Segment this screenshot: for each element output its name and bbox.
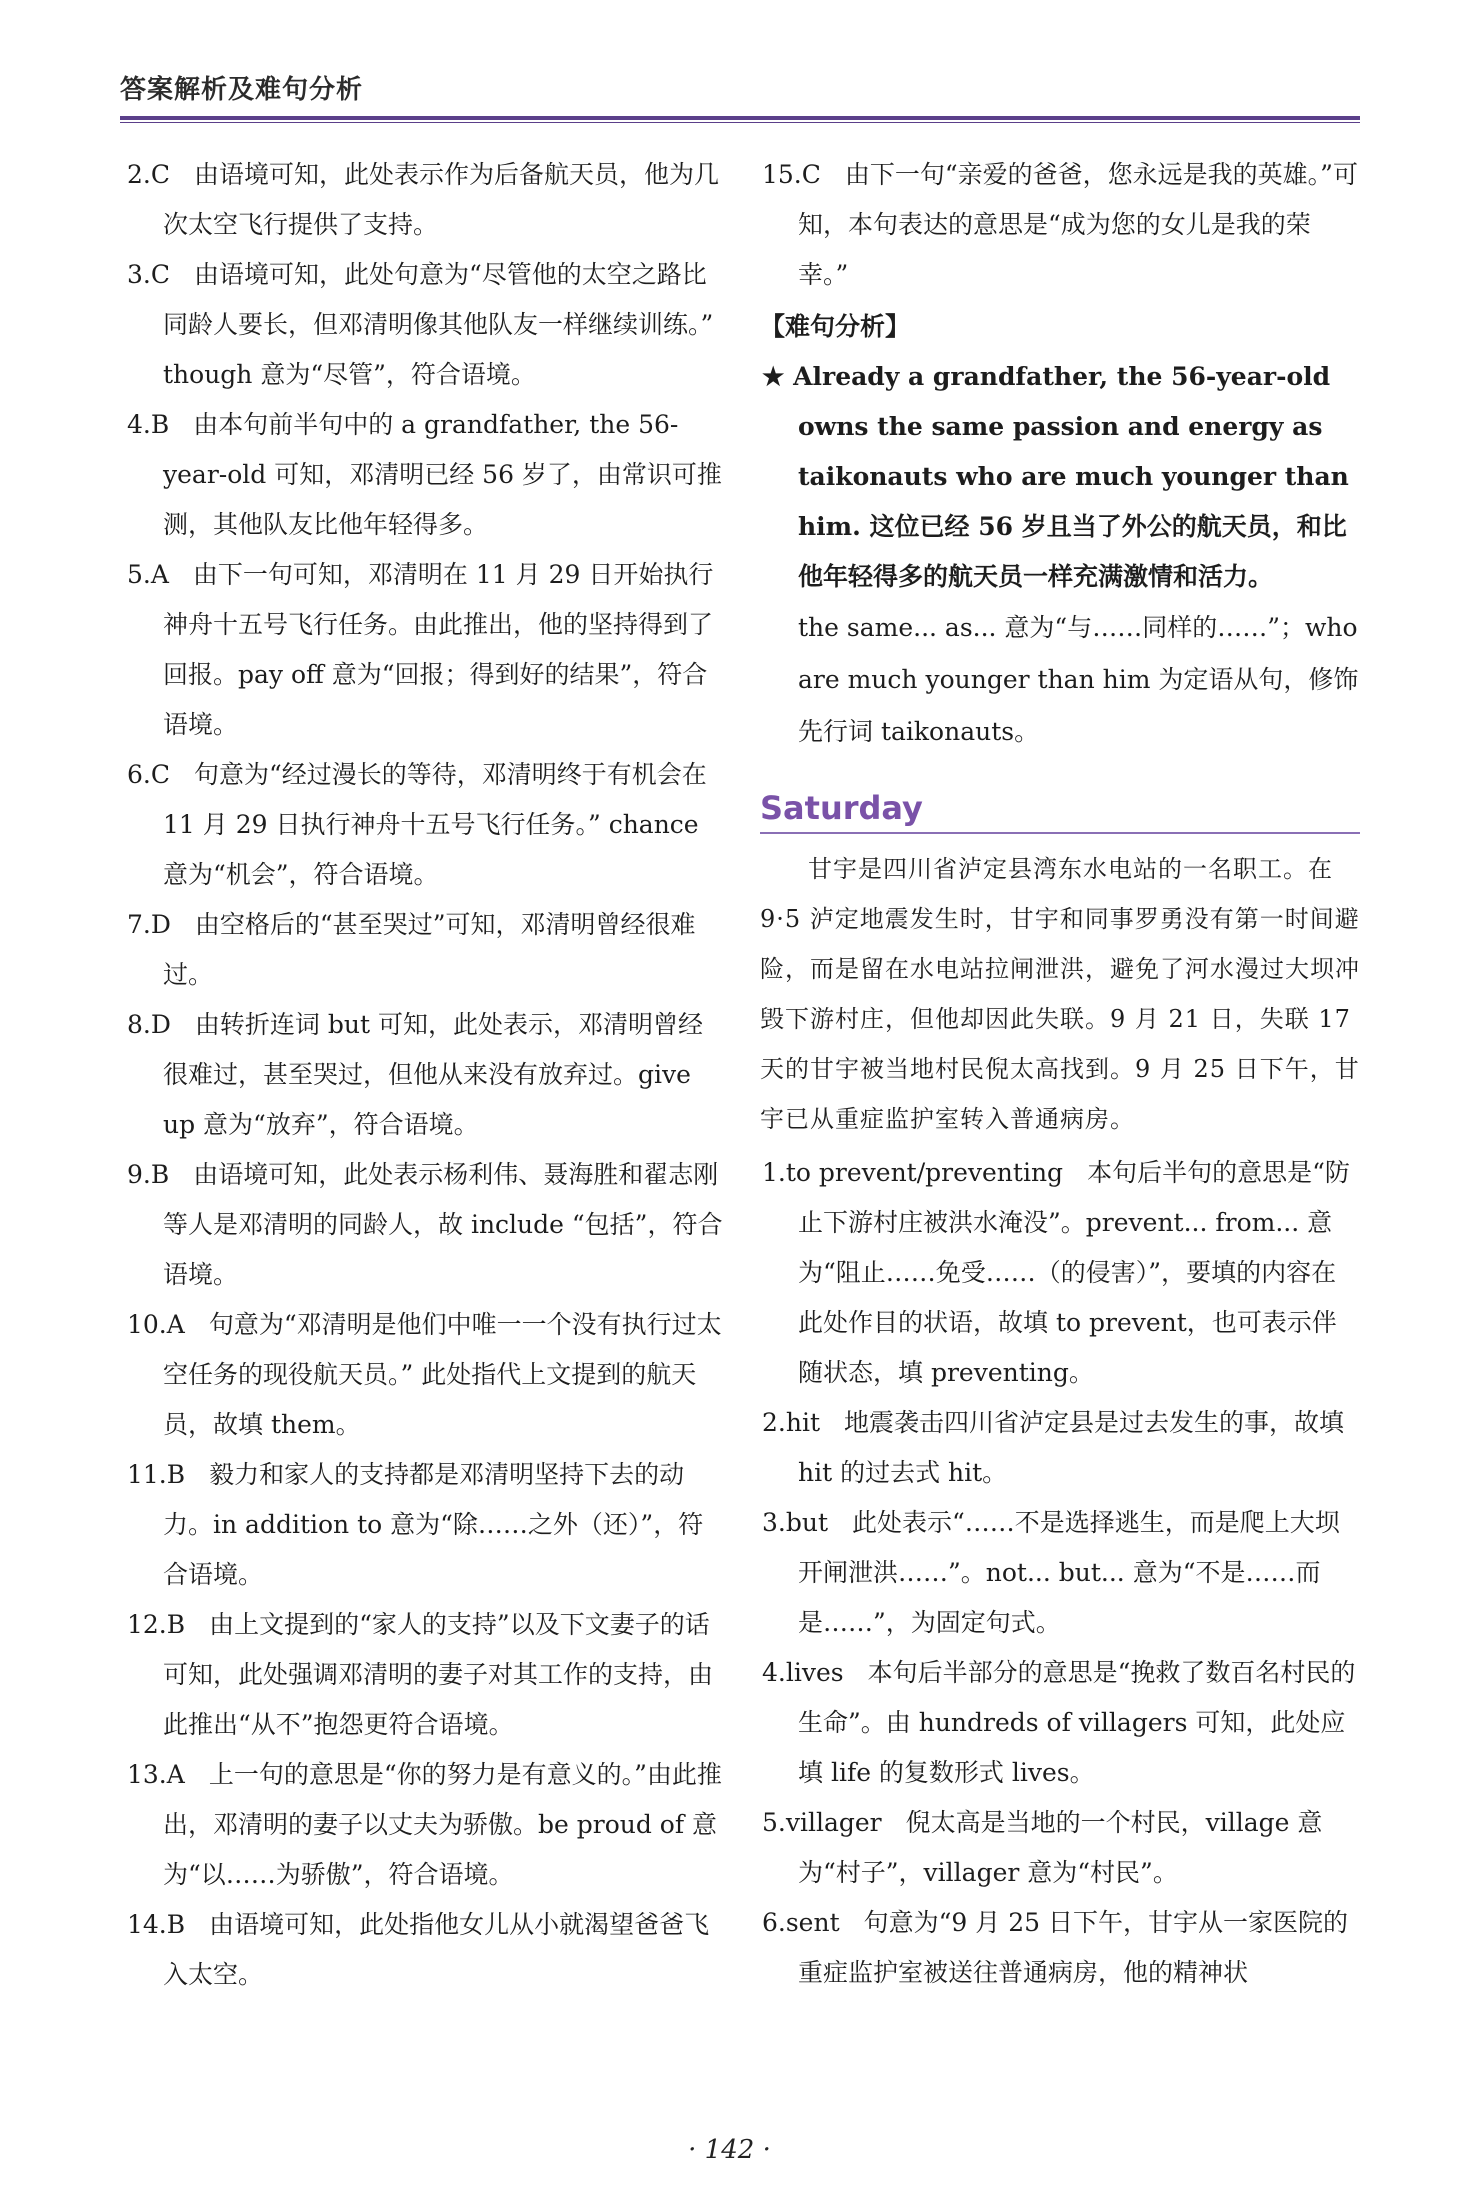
answer-text: 本句后半句的意思是“防止下游村庄被洪水淹没”。prevent... from... 意为“阻止……免受……（的侵害）”，要填的内容在此处作目的状语，故填 to prevent，也可表示伴随状态，填 preventing。 bbox=[798, 1158, 1350, 1387]
answer-number: 8.D bbox=[127, 1010, 171, 1039]
answer-text: 句意为“9 月 25 日下午，甘宇从一家医院的重症监护室被送往普通病房，他的精神状 bbox=[798, 1908, 1348, 1987]
answer-text: 上一句的意思是“你的努力是有意义的。”由此推出，邓清明的妻子以丈夫为骄傲。be proud of 意为“以……为骄傲”，符合语境。 bbox=[163, 1760, 722, 1889]
answer-number: 6.C bbox=[127, 760, 170, 789]
answer-item bbox=[125, 1750, 725, 1900]
answer-number: 11.B bbox=[127, 1460, 186, 1489]
difficult-sentence bbox=[760, 352, 1360, 602]
answer-item bbox=[125, 1300, 725, 1450]
answer-number: 7.D bbox=[127, 910, 171, 939]
header-rule-thin bbox=[120, 122, 1360, 123]
answer-text: 本句后半部分的意思是“挽救了数百名村民的生命”。由 hundreds of villagers 可知，此处应填 life 的复数形式 lives。 bbox=[798, 1658, 1356, 1787]
answer-number: 2.C bbox=[127, 160, 170, 189]
answer-number: 10.A bbox=[127, 1310, 185, 1339]
answer-text: 由下一句“亲爱的爸爸，您永远是我的英雄。”可知，本句表达的意思是“成为您的女儿是我的荣幸。” bbox=[798, 160, 1358, 289]
right-column bbox=[760, 150, 1360, 1998]
answer-text: 由语境可知，此处表示杨利伟、聂海胜和翟志刚等人是邓清明的同龄人，故 include “包括”，符合语境。 bbox=[163, 1160, 723, 1289]
answer-text: 由语境可知，此处指他女儿从小就渴望爸爸飞入太空。 bbox=[163, 1910, 710, 1989]
answer-item bbox=[125, 1000, 725, 1150]
answer-number: 5.A bbox=[127, 560, 169, 589]
header-title: 答案解析及难句分析 bbox=[120, 75, 364, 105]
header-rule bbox=[120, 116, 1360, 120]
answer-number: 5.villager bbox=[762, 1808, 882, 1837]
answer-item bbox=[760, 1798, 1360, 1898]
answer-item bbox=[125, 1600, 725, 1750]
answer-number: 13.A bbox=[127, 1760, 185, 1789]
answer-item bbox=[125, 750, 725, 900]
answer-number: 1.to prevent/preventing bbox=[762, 1158, 1064, 1187]
answer-text: 由语境可知，此处表示作为后备航天员，他为几次太空飞行提供了支持。 bbox=[163, 160, 719, 239]
answer-number: 4.lives bbox=[762, 1658, 844, 1687]
answer-item bbox=[760, 1398, 1360, 1498]
answer-text: 由语境可知，此处句意为“尽管他的太空之路比同龄人要长，但邓清明像其他队友一样继续训练。” though 意为“尽管”，符合语境。 bbox=[163, 260, 714, 389]
answer-text: 由转折连词 but 可知，此处表示，邓清明曾经很难过，甚至哭过，但他从来没有放弃过。give up 意为“放弃”，符合语境。 bbox=[163, 1010, 703, 1139]
answer-number: 3.C bbox=[127, 260, 170, 289]
answer-item bbox=[760, 1148, 1360, 1398]
answer-item bbox=[125, 400, 725, 550]
difficult-sentence-heading: 【难句分析】 bbox=[760, 312, 911, 341]
answer-item bbox=[760, 1498, 1360, 1648]
answer-number: 3.but bbox=[762, 1508, 829, 1537]
answer-item bbox=[125, 250, 725, 400]
page-number: · 142 · bbox=[688, 2135, 771, 2165]
saturday-passage: 甘宇是四川省泸定县湾东水电站的一名职工。在 9·5 泸定地震发生时，甘宇和同事罗勇没有第一时间避险，而是留在水电站拉闸泄洪，避免了河水漫过大坝冲毁下游村庄，但他却因此失联。9 月 21 日，失联 17 天的甘宇被当地村民倪太高找到。9 月 25 日下午，甘宇已从重症监护室转入普通病房。 bbox=[760, 855, 1360, 1133]
answer-number: 15.C bbox=[762, 160, 821, 189]
answer-text: 地震袭击四川省泸定县是过去发生的事，故填 hit 的过去式 hit。 bbox=[798, 1408, 1345, 1487]
answer-text: 由下一句可知，邓清明在 11 月 29 日开始执行神舟十五号飞行任务。由此推出，他的坚持得到了回报。pay off 意为“回报；得到好的结果”，符合语境。 bbox=[163, 560, 714, 739]
answer-text: 由空格后的“甚至哭过”可知，邓清明曾经很难过。 bbox=[163, 910, 696, 989]
answer-item bbox=[760, 1898, 1360, 1998]
answer-item bbox=[760, 150, 1360, 300]
answer-text: 句意为“经过漫长的等待，邓清明终于有机会在 11 月 29 日执行神舟十五号飞行任务。” chance 意为“机会”，符合语境。 bbox=[163, 760, 707, 889]
answer-item bbox=[125, 1900, 725, 2000]
answer-item bbox=[125, 150, 725, 250]
left-column bbox=[125, 150, 725, 2000]
answer-number: 2.hit bbox=[762, 1408, 820, 1437]
answer-text: 句意为“邓清明是他们中唯一一个没有执行过太空任务的现役航天员。” 此处指代上文提到的航天员，故填 them。 bbox=[163, 1310, 722, 1439]
answer-text: 此处表示“……不是选择逃生，而是爬上大坝开闸泄洪……”。not... but... 意为“不是……而是……”，为固定句式。 bbox=[798, 1508, 1340, 1637]
answer-number: 14.B bbox=[127, 1910, 186, 1939]
answer-item bbox=[125, 550, 725, 750]
answer-item bbox=[125, 1450, 725, 1600]
answer-item bbox=[760, 1648, 1360, 1798]
answer-item bbox=[125, 900, 725, 1000]
answer-number: 6.sent bbox=[762, 1908, 840, 1937]
saturday-rule bbox=[760, 832, 1360, 834]
page-header bbox=[120, 70, 1360, 123]
difficult-sentence-text: Already a grandfather, the 56-year-old owns the same passion and energy as taikonauts who are much younger than him. 这位已经 56 岁且当了外公的航天员，和比他年轻得多的航天员一样充满激情和活力。 bbox=[793, 362, 1349, 591]
answer-number: 9.B bbox=[127, 1160, 170, 1189]
answer-text: 倪太高是当地的一个村民，village 意为“村子”，villager 意为“村民”。 bbox=[798, 1808, 1323, 1887]
saturday-answers bbox=[760, 1148, 1360, 1998]
answer-text: 由上文提到的“家人的支持”以及下文妻子的话可知，此处强调邓清明的妻子对其工作的支持，由此推出“从不”抱怨更符合语境。 bbox=[163, 1610, 714, 1739]
difficult-sentence-note: the same... as... 意为“与……同样的……”；who are much younger than him 为定语从句，修饰先行词 taikonauts。 bbox=[798, 613, 1359, 746]
answer-text: 毅力和家人的支持都是邓清明坚持下去的动力。in addition to 意为“除……之外（还）”，符合语境。 bbox=[163, 1460, 704, 1589]
star-icon: ★ bbox=[762, 362, 785, 391]
answer-number: 12.B bbox=[127, 1610, 186, 1639]
answer-item bbox=[125, 1150, 725, 1300]
saturday-title: Saturday bbox=[760, 789, 923, 827]
answer-text: 由本句前半句中的 a grandfather, the 56-year-old 可知，邓清明已经 56 岁了，由常识可推测，其他队友比他年轻得多。 bbox=[163, 410, 722, 539]
answer-number: 4.B bbox=[127, 410, 170, 439]
